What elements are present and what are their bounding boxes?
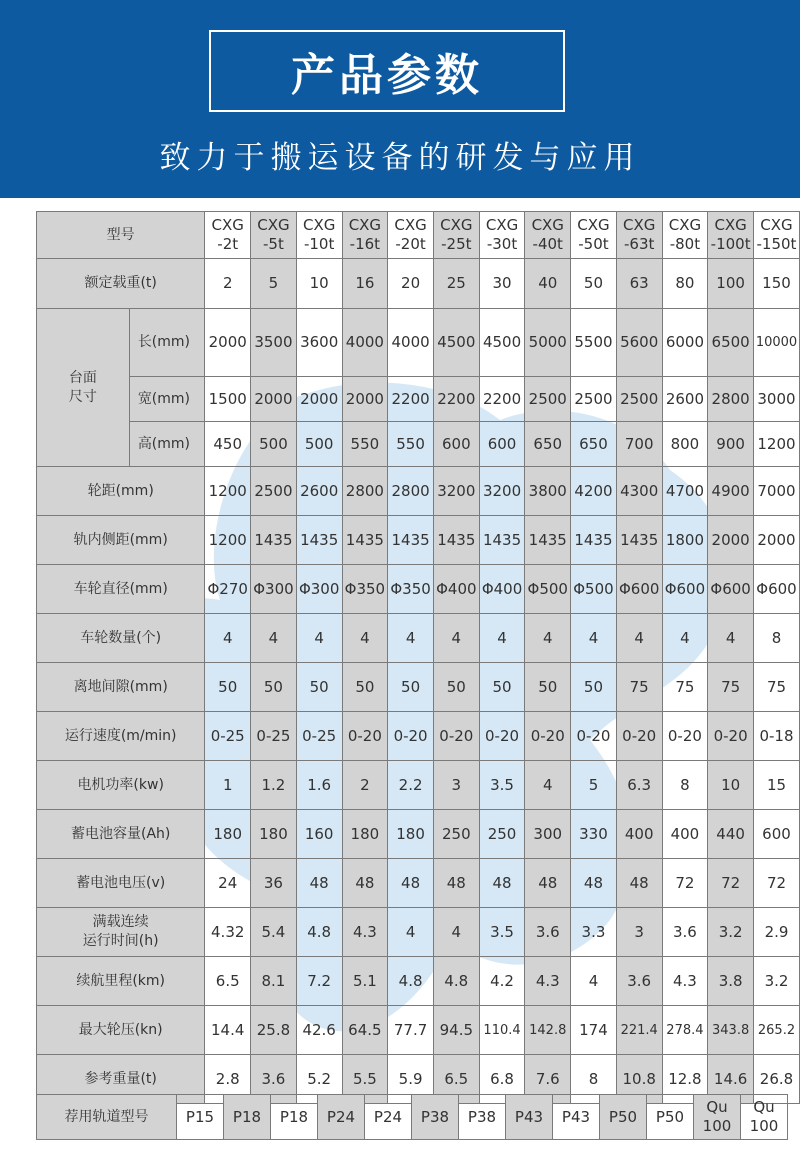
value-cell: 110.4: [479, 1006, 525, 1055]
value-cell: 80: [662, 259, 708, 309]
value-cell: 4: [433, 908, 479, 957]
value-cell: 4.3: [662, 957, 708, 1006]
value-cell: 15: [753, 761, 799, 810]
table-row: [37, 908, 800, 957]
value-cell: 26.8: [753, 1055, 799, 1104]
value-cell: 600: [479, 422, 525, 467]
row-label: 满载连续 运行时间(h): [37, 908, 205, 957]
value-cell: 0-20: [433, 712, 479, 761]
value-cell: 3200: [433, 467, 479, 516]
value-cell: 12.8: [662, 1055, 708, 1104]
table-row: [37, 810, 800, 859]
value-cell: 0-20: [662, 712, 708, 761]
value-cell: 63: [616, 259, 662, 309]
value-cell: 1435: [342, 516, 388, 565]
value-cell: Φ300: [251, 565, 297, 614]
value-cell: 10.8: [616, 1055, 662, 1104]
value-cell: 180: [251, 810, 297, 859]
value-cell: 5.2: [296, 1055, 342, 1104]
rail-value-cell: Qu 100: [694, 1095, 741, 1140]
value-cell: 550: [342, 422, 388, 467]
value-cell: 6.5: [205, 957, 251, 1006]
value-cell: 5.4: [251, 908, 297, 957]
table-row: [37, 309, 800, 377]
value-cell: 4500: [433, 309, 479, 377]
value-cell: 2500: [525, 377, 571, 422]
rail-value-cell: P38: [412, 1095, 459, 1140]
value-cell: 650: [525, 422, 571, 467]
value-cell: 3.6: [525, 908, 571, 957]
value-cell: Φ600: [616, 565, 662, 614]
row-label: 轨内侧距(mm): [37, 516, 205, 565]
value-cell: Φ300: [296, 565, 342, 614]
header-label-cell: 型号: [37, 212, 205, 259]
value-cell: 2200: [433, 377, 479, 422]
value-cell: 4: [571, 614, 617, 663]
value-cell: 3600: [296, 309, 342, 377]
value-cell: Φ350: [388, 565, 434, 614]
spec-table: [36, 211, 800, 1104]
value-cell: 64.5: [342, 1006, 388, 1055]
value-cell: 6000: [662, 309, 708, 377]
value-cell: 300: [525, 810, 571, 859]
rail-value-cell: P24: [365, 1095, 412, 1140]
value-cell: 10: [708, 761, 754, 810]
table-row: [37, 1006, 800, 1055]
value-cell: 2.2: [388, 761, 434, 810]
value-cell: 400: [662, 810, 708, 859]
value-cell: 50: [388, 663, 434, 712]
value-cell: 4: [342, 614, 388, 663]
value-cell: 2.9: [753, 908, 799, 957]
rail-value-cell: P18: [224, 1095, 271, 1140]
value-cell: 5: [571, 761, 617, 810]
value-cell: 4: [525, 761, 571, 810]
value-cell: 5500: [571, 309, 617, 377]
value-cell: 4.3: [525, 957, 571, 1006]
value-cell: 2200: [479, 377, 525, 422]
table-row: [37, 712, 800, 761]
value-cell: 3.2: [708, 908, 754, 957]
value-cell: 25: [433, 259, 479, 309]
value-cell: 1435: [479, 516, 525, 565]
value-cell: 450: [205, 422, 251, 467]
value-cell: 50: [525, 663, 571, 712]
rail-label: 荐用轨道型号: [37, 1095, 177, 1140]
value-cell: 24: [205, 859, 251, 908]
value-cell: 5: [251, 259, 297, 309]
value-cell: 3.8: [708, 957, 754, 1006]
value-cell: 4.2: [479, 957, 525, 1006]
value-cell: 1435: [251, 516, 297, 565]
value-cell: 800: [662, 422, 708, 467]
value-cell: Φ500: [571, 565, 617, 614]
value-cell: 4: [433, 614, 479, 663]
value-cell: 1435: [525, 516, 571, 565]
value-cell: 1435: [296, 516, 342, 565]
value-cell: Φ600: [662, 565, 708, 614]
rail-value-cell: P18: [271, 1095, 318, 1140]
value-cell: 150: [753, 259, 799, 309]
value-cell: 4.8: [433, 957, 479, 1006]
table-row: [37, 565, 800, 614]
value-cell: 48: [342, 859, 388, 908]
row-label: 蓄电池电压(v): [37, 859, 205, 908]
value-cell: 3500: [251, 309, 297, 377]
rail-value-cell: P43: [553, 1095, 600, 1140]
value-cell: 4900: [708, 467, 754, 516]
value-cell: 0-20: [525, 712, 571, 761]
value-cell: 4: [296, 614, 342, 663]
value-cell: 50: [251, 663, 297, 712]
value-cell: 0-20: [388, 712, 434, 761]
value-cell: 6.8: [479, 1055, 525, 1104]
value-cell: 42.6: [296, 1006, 342, 1055]
value-cell: 600: [433, 422, 479, 467]
value-cell: 0-25: [205, 712, 251, 761]
rail-value-cell: P50: [600, 1095, 647, 1140]
value-cell: 2000: [342, 377, 388, 422]
table-row: [37, 212, 800, 259]
value-cell: 1200: [205, 516, 251, 565]
value-cell: 500: [251, 422, 297, 467]
value-cell: 3.5: [479, 908, 525, 957]
value-cell: 50: [205, 663, 251, 712]
value-cell: 4000: [388, 309, 434, 377]
value-cell: 75: [708, 663, 754, 712]
value-cell: 14.4: [205, 1006, 251, 1055]
value-cell: 3200: [479, 467, 525, 516]
value-cell: 50: [342, 663, 388, 712]
value-cell: 2500: [616, 377, 662, 422]
value-cell: 400: [616, 810, 662, 859]
value-cell: 20: [388, 259, 434, 309]
value-cell: 3.6: [616, 957, 662, 1006]
value-cell: 0-25: [296, 712, 342, 761]
value-cell: 10: [296, 259, 342, 309]
value-cell: 1: [205, 761, 251, 810]
value-cell: 330: [571, 810, 617, 859]
model-header-cell: CXG -10t: [296, 212, 342, 259]
value-cell: 4: [388, 614, 434, 663]
value-cell: 4300: [616, 467, 662, 516]
value-cell: 278.4: [662, 1006, 708, 1055]
value-cell: 1435: [433, 516, 479, 565]
value-cell: 2000: [205, 309, 251, 377]
value-cell: 48: [296, 859, 342, 908]
model-header-cell: CXG -30t: [479, 212, 525, 259]
value-cell: 221.4: [616, 1006, 662, 1055]
value-cell: 4000: [342, 309, 388, 377]
value-cell: 75: [616, 663, 662, 712]
page-title: 产品参数: [209, 30, 565, 112]
value-cell: 3.6: [662, 908, 708, 957]
value-cell: 7000: [753, 467, 799, 516]
value-cell: 5.1: [342, 957, 388, 1006]
value-cell: 265.2: [753, 1006, 799, 1055]
model-header-cell: CXG -63t: [616, 212, 662, 259]
value-cell: 72: [753, 859, 799, 908]
rail-value-cell: P38: [459, 1095, 506, 1140]
model-header-cell: CXG -40t: [525, 212, 571, 259]
value-cell: 1200: [753, 422, 799, 467]
row-label: 额定载重(t): [37, 259, 205, 309]
value-cell: 6500: [708, 309, 754, 377]
value-cell: 440: [708, 810, 754, 859]
value-cell: 1435: [616, 516, 662, 565]
value-cell: 650: [571, 422, 617, 467]
value-cell: Φ270: [205, 565, 251, 614]
value-cell: 4: [616, 614, 662, 663]
value-cell: 10000: [753, 309, 799, 377]
value-cell: 2800: [342, 467, 388, 516]
value-cell: 3.5: [479, 761, 525, 810]
value-cell: 48: [433, 859, 479, 908]
value-cell: 4.32: [205, 908, 251, 957]
value-cell: 2000: [251, 377, 297, 422]
value-cell: 5600: [616, 309, 662, 377]
model-header-cell: CXG -100t: [708, 212, 754, 259]
table-row: [37, 614, 800, 663]
row-label: 宽(mm): [129, 377, 205, 422]
value-cell: 4: [479, 614, 525, 663]
value-cell: 48: [388, 859, 434, 908]
row-label: 离地间隙(mm): [37, 663, 205, 712]
value-cell: 4700: [662, 467, 708, 516]
value-cell: 2200: [388, 377, 434, 422]
value-cell: 700: [616, 422, 662, 467]
value-cell: 48: [479, 859, 525, 908]
value-cell: 1435: [571, 516, 617, 565]
value-cell: 4: [708, 614, 754, 663]
value-cell: 50: [571, 259, 617, 309]
value-cell: 2800: [708, 377, 754, 422]
value-cell: 0-25: [251, 712, 297, 761]
value-cell: Φ400: [479, 565, 525, 614]
value-cell: 16: [342, 259, 388, 309]
value-cell: Φ350: [342, 565, 388, 614]
value-cell: 3.2: [753, 957, 799, 1006]
value-cell: 8: [571, 1055, 617, 1104]
model-header-cell: CXG -50t: [571, 212, 617, 259]
value-cell: 14.6: [708, 1055, 754, 1104]
value-cell: 174: [571, 1006, 617, 1055]
value-cell: 8.1: [251, 957, 297, 1006]
value-cell: 1.6: [296, 761, 342, 810]
page-subtitle: 致力于搬运设备的研发与应用: [159, 140, 641, 176]
value-cell: 50: [479, 663, 525, 712]
value-cell: 100: [708, 259, 754, 309]
value-cell: 250: [433, 810, 479, 859]
rail-value-cell: P15: [177, 1095, 224, 1140]
table-row: [37, 663, 800, 712]
value-cell: 0-20: [342, 712, 388, 761]
value-cell: 2.8: [205, 1055, 251, 1104]
value-cell: 600: [753, 810, 799, 859]
value-cell: 5.5: [342, 1055, 388, 1104]
table-row: [37, 859, 800, 908]
value-cell: 2600: [296, 467, 342, 516]
value-cell: 40: [525, 259, 571, 309]
value-cell: 6.3: [616, 761, 662, 810]
table-row: [37, 259, 800, 309]
value-cell: 50: [571, 663, 617, 712]
value-cell: 4200: [571, 467, 617, 516]
table-row: [37, 377, 800, 422]
value-cell: 3000: [753, 377, 799, 422]
value-cell: 0-20: [708, 712, 754, 761]
value-cell: 1.2: [251, 761, 297, 810]
value-cell: 900: [708, 422, 754, 467]
table-row: [37, 761, 800, 810]
value-cell: 77.7: [388, 1006, 434, 1055]
value-cell: Φ500: [525, 565, 571, 614]
value-cell: 72: [708, 859, 754, 908]
model-header-cell: CXG -25t: [433, 212, 479, 259]
value-cell: 50: [296, 663, 342, 712]
value-cell: 0-18: [753, 712, 799, 761]
value-cell: 7.6: [525, 1055, 571, 1104]
value-cell: 4.8: [296, 908, 342, 957]
value-cell: 4: [662, 614, 708, 663]
row-label: 车轮直径(mm): [37, 565, 205, 614]
value-cell: 4.8: [388, 957, 434, 1006]
value-cell: 180: [388, 810, 434, 859]
model-header-cell: CXG -2t: [205, 212, 251, 259]
value-cell: 30: [479, 259, 525, 309]
value-cell: 4: [205, 614, 251, 663]
value-cell: 0-20: [571, 712, 617, 761]
table-row: [37, 467, 800, 516]
value-cell: 36: [251, 859, 297, 908]
value-cell: Φ400: [433, 565, 479, 614]
value-cell: 72: [662, 859, 708, 908]
value-cell: 50: [433, 663, 479, 712]
value-cell: 3.6: [251, 1055, 297, 1104]
table-row: [37, 422, 800, 467]
model-header-cell: CXG -5t: [251, 212, 297, 259]
model-header-cell: CXG -16t: [342, 212, 388, 259]
table-row: [37, 957, 800, 1006]
row-label: 最大轮压(kn): [37, 1006, 205, 1055]
value-cell: 3: [433, 761, 479, 810]
value-cell: 8: [753, 614, 799, 663]
value-cell: 2000: [753, 516, 799, 565]
value-cell: 75: [753, 663, 799, 712]
value-cell: 0-20: [479, 712, 525, 761]
row-label: 参考重量(t): [37, 1055, 205, 1104]
rail-value-cell: Qu 100: [741, 1095, 788, 1140]
rail-value-cell: P24: [318, 1095, 365, 1140]
value-cell: 75: [662, 663, 708, 712]
row-label: 电机功率(kw): [37, 761, 205, 810]
value-cell: 180: [205, 810, 251, 859]
value-cell: 3800: [525, 467, 571, 516]
value-cell: 142.8: [525, 1006, 571, 1055]
row-label: 续航里程(km): [37, 957, 205, 1006]
value-cell: 343.8: [708, 1006, 754, 1055]
rail-value-cell: P50: [647, 1095, 694, 1140]
header-banner: [0, 0, 800, 198]
value-cell: 2500: [571, 377, 617, 422]
value-cell: 48: [616, 859, 662, 908]
value-cell: 6.5: [433, 1055, 479, 1104]
row-label: 车轮数量(个): [37, 614, 205, 663]
model-header-cell: CXG -150t: [753, 212, 799, 259]
value-cell: 3: [616, 908, 662, 957]
value-cell: 0-20: [616, 712, 662, 761]
value-cell: 94.5: [433, 1006, 479, 1055]
value-cell: 3.3: [571, 908, 617, 957]
rail-table: [36, 1094, 788, 1140]
value-cell: 2: [342, 761, 388, 810]
value-cell: 4.3: [342, 908, 388, 957]
value-cell: 2000: [296, 377, 342, 422]
value-cell: 550: [388, 422, 434, 467]
value-cell: 25.8: [251, 1006, 297, 1055]
value-cell: 1200: [205, 467, 251, 516]
value-cell: 1435: [388, 516, 434, 565]
value-cell: 2: [205, 259, 251, 309]
model-header-cell: CXG -80t: [662, 212, 708, 259]
value-cell: Φ600: [753, 565, 799, 614]
value-cell: 180: [342, 810, 388, 859]
row-group-label: 台面 尺寸: [37, 309, 130, 467]
value-cell: 1500: [205, 377, 251, 422]
value-cell: 48: [525, 859, 571, 908]
value-cell: Φ600: [708, 565, 754, 614]
value-cell: 250: [479, 810, 525, 859]
value-cell: 4: [571, 957, 617, 1006]
value-cell: 2800: [388, 467, 434, 516]
rail-value-cell: P43: [506, 1095, 553, 1140]
value-cell: 4: [251, 614, 297, 663]
value-cell: 48: [571, 859, 617, 908]
value-cell: 2000: [708, 516, 754, 565]
table-row: [37, 1095, 788, 1140]
row-label: 轮距(mm): [37, 467, 205, 516]
row-label: 长(mm): [129, 309, 205, 377]
table-row: [37, 516, 800, 565]
row-label: 高(mm): [129, 422, 205, 467]
value-cell: 1800: [662, 516, 708, 565]
value-cell: 7.2: [296, 957, 342, 1006]
value-cell: 4500: [479, 309, 525, 377]
model-header-cell: CXG -20t: [388, 212, 434, 259]
value-cell: 5.9: [388, 1055, 434, 1104]
row-label: 运行速度(m/min): [37, 712, 205, 761]
value-cell: 8: [662, 761, 708, 810]
value-cell: 500: [296, 422, 342, 467]
value-cell: 2600: [662, 377, 708, 422]
value-cell: 160: [296, 810, 342, 859]
value-cell: 4: [525, 614, 571, 663]
value-cell: 5000: [525, 309, 571, 377]
value-cell: 2500: [251, 467, 297, 516]
value-cell: 4: [388, 908, 434, 957]
row-label: 蓄电池容量(Ah): [37, 810, 205, 859]
